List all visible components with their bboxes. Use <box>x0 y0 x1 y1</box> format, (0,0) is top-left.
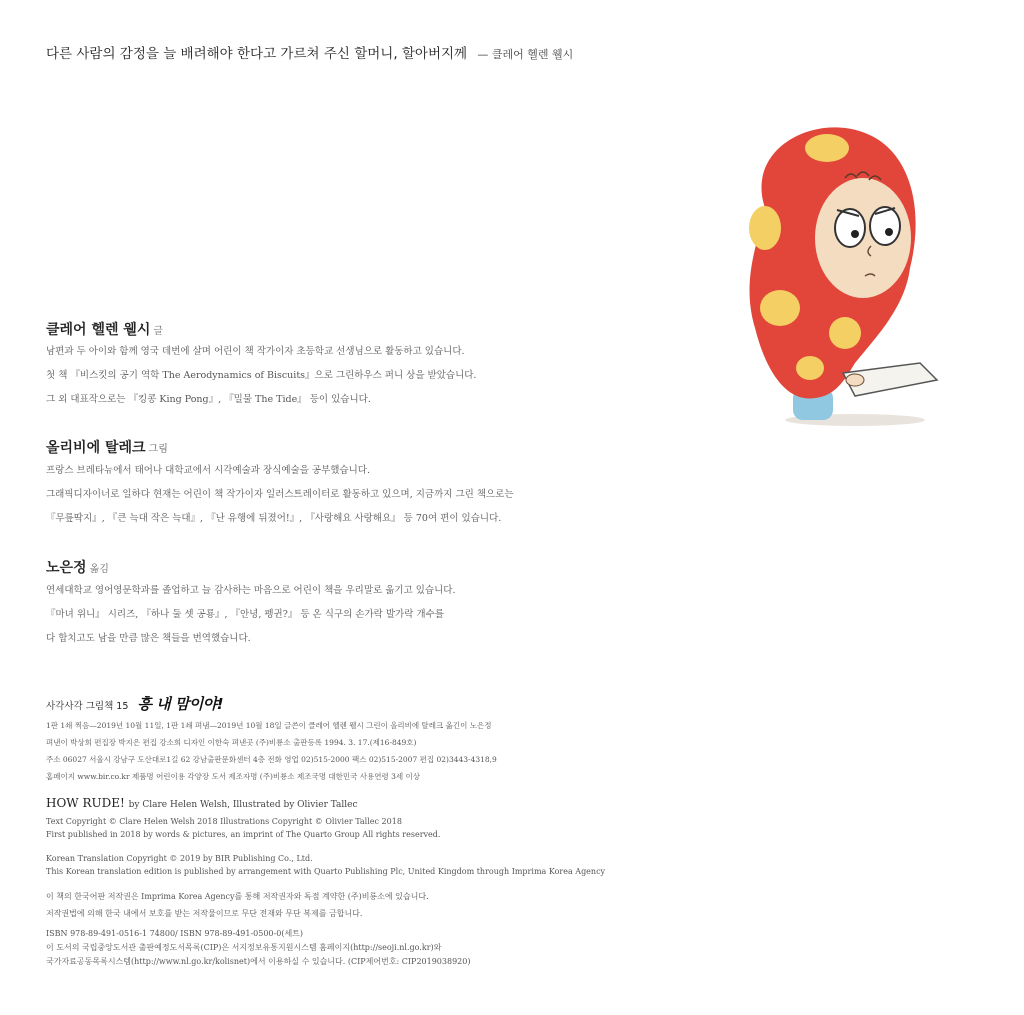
translation-line: Korean Translation Copyright © 2019 by BIR Publishing Co., Ltd. <box>46 854 313 863</box>
english-copyright <box>46 815 440 841</box>
publication-info <box>46 717 497 785</box>
illustrator-bio-line: 프랑스 브레타뉴에서 태어나 대학교에서 시각예술과 장식예술을 공부했습니다. <box>46 465 370 476</box>
series-line <box>46 693 223 714</box>
translator-name: 노은정 <box>46 560 87 576</box>
book-title-logo: 흥 내 맘이야! <box>137 695 224 713</box>
publication-line: 펴낸이 박상희 편집장 박지은 편집 강소희 디자인 이한숙 펴낸곳 (주)비룡소 출판등록 1994. 3. 17.(제16-849호) <box>46 738 417 747</box>
copyright-line: First published in 2018 by words & pictures, an imprint of The Quarto Group All rights reserved. <box>46 830 441 839</box>
translator-bio-line: 『마녀 위니』 시리즈, 『하나 둘 셋 공룡』, 『안녕, 펭귄?』 등 온 식구의 손가락 발가락 개수를 <box>46 609 444 620</box>
illustrator-bio-line: 그래픽디자이너로 일하다 현재는 어린이 책 작가이자 일러스트레이터로 활동하고 있으며, 지금까지 그린 책으로는 <box>46 489 514 500</box>
author-bio-line: 남편과 두 아이와 함께 영국 데번에 살며 어린이 책 작가이자 초등학교 선생님으로 활동하고 있습니다. <box>46 346 465 357</box>
illustrator-bio <box>46 459 514 531</box>
translator-bio-line: 다 합치고도 남을 만큼 많은 책들을 번역했습니다. <box>46 633 251 644</box>
isbn-line: 국가자료공동목록시스템(http://www.nl.go.kr/kolisnet)에서 이용하실 수 있습니다. (CIP제어번호: CIP2019038920) <box>46 957 471 966</box>
publication-line: 주소 06027 서울시 강남구 도산대로1길 62 강남출판문화센터 4층 전화 영업 02)515-2000 팩스 02)515-2007 편집 02)3443-4318,9 <box>46 755 497 764</box>
translation-copyright <box>46 852 605 878</box>
isbn-block <box>46 927 470 969</box>
author-bio-line: 그 외 대표작으로는 『킹콩 King Pong』, 『밀물 The Tide』 등이 있습니다. <box>46 394 371 405</box>
child-illustration <box>705 118 945 433</box>
translator-bio-line: 연세대학교 영어영문학과를 졸업하고 늘 감사하는 마음으로 어린이 책을 우리말로 옮기고 있습니다. <box>46 585 456 596</box>
isbn-line: ISBN 978-89-491-0516-1 74800/ ISBN 978-89-491-0500-0(세트) <box>46 929 304 938</box>
translator-role: 옮김 <box>89 564 109 575</box>
author-bio <box>46 340 476 412</box>
series-label: 사각사각 그림책 15 <box>46 701 129 712</box>
copyright-line: Text Copyright © Clare Helen Welsh 2018 Illustrations Copyright © Olivier Tallec 2018 <box>46 817 402 826</box>
translator-bio <box>46 579 455 651</box>
illustrator-heading <box>46 437 168 457</box>
translation-line: This Korean translation edition is published by arrangement with Quarto Publishing Plc, United Kingdom through Imprima Korea Agency <box>46 867 606 876</box>
illustrator-role: 그림 <box>148 444 168 455</box>
dedication-author: — 클레어 헬렌 웰시 <box>477 48 574 61</box>
english-title: HOW RUDE! <box>46 796 125 810</box>
translator-heading <box>46 557 109 577</box>
author-role: 글 <box>153 326 164 337</box>
isbn-line: 이 도서의 국립중앙도서관 출판예정도서목록(CIP)은 서지정보유통지원시스템 홈페이지(http://seoji.nl.go.kr)와 <box>46 943 442 952</box>
hooded-child-icon <box>705 118 945 433</box>
illustrator-name: 올리비에 탈레크 <box>46 440 146 456</box>
rights-notice <box>46 888 429 922</box>
author-name: 클레어 헬렌 웰시 <box>46 322 151 338</box>
rights-line: 이 책의 한국어판 저작권은 Imprima Korea Agency를 통해 저작권자와 독점 계약한 (주)비룡소에 있습니다. <box>46 892 429 901</box>
publication-line: 1판 1쇄 찍음—2019년 10월 11일, 1판 1쇄 펴냄—2019년 10월 18일 글쓴이 클레어 헬렌 웰시 그린이 올리비에 탈레크 옮긴이 노은정 <box>46 721 492 730</box>
publication-line: 홈페이지 www.bir.co.kr 제품명 어린이용 각양장 도서 제조자명 (주)비룡소 제조국명 대한민국 사용연령 3세 이상 <box>46 772 420 781</box>
rights-line: 저작권법에 의해 한국 내에서 보호를 받는 저작물이므로 무단 전재와 무단 복제를 금합니다. <box>46 909 363 918</box>
illustrator-bio-line: 『무릎딱지』, 『큰 늑대 작은 늑대』, 『난 유행에 뒤졌어!』, 『사랑해요 사랑해요』 등 70여 편이 있습니다. <box>46 513 502 524</box>
english-byline: by Clare Helen Welsh, Illustrated by Olivier Tallec <box>128 800 358 810</box>
english-title-line <box>46 796 358 810</box>
dedication <box>46 42 573 62</box>
author-heading <box>46 319 163 339</box>
dedication-text: 다른 사람의 감정을 늘 배려해야 한다고 가르쳐 주신 할머니, 할아버지께 <box>46 46 468 62</box>
author-bio-line: 첫 책 『비스킷의 공기 역학 The Aerodynamics of Biscuits』으로 그린하우스 퍼니 상을 받았습니다. <box>46 370 477 381</box>
